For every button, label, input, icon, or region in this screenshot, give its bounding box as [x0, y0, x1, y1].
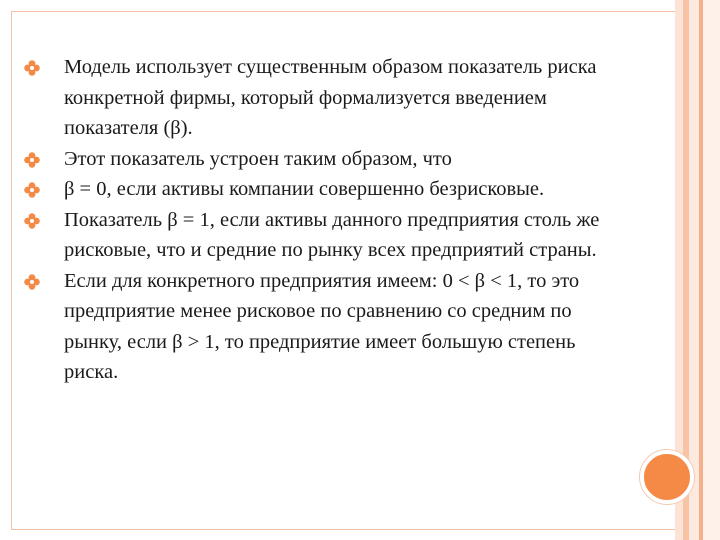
bullet-item [20, 52, 620, 144]
orange-circle-decoration [640, 450, 694, 504]
flower-bullet-icon [24, 60, 40, 76]
flower-bullet-icon [24, 182, 40, 198]
bullet-text: Показатель β = 1, если активы данного предприятия столь же рисковые, что и средние по рынку всех предприятий страны. [64, 208, 600, 261]
bullet-list [20, 52, 620, 388]
bullet-text: Если для конкретного предприятия имеем: 0 < β < 1, то это предприятие менее рисковое по сравнению со средним по рынку, если β > 1, то предприятие имеет большую степень риска. [64, 269, 580, 383]
bullet-text: Этот показатель устроен таким образом, что [64, 147, 452, 170]
flower-bullet-icon [24, 152, 40, 168]
bullet-item [20, 144, 620, 175]
bullet-text: β = 0, если активы компании совершенно безрисковые. [64, 178, 545, 200]
flower-bullet-icon [24, 274, 40, 290]
bullet-text: Модель использует существенным образом показатель риска конкретной фирмы, который формализуется введением показателя (β). [64, 56, 597, 139]
bullet-item [20, 205, 620, 266]
bullet-item [20, 174, 620, 205]
bullet-item [20, 266, 620, 388]
flower-bullet-icon [24, 213, 40, 229]
